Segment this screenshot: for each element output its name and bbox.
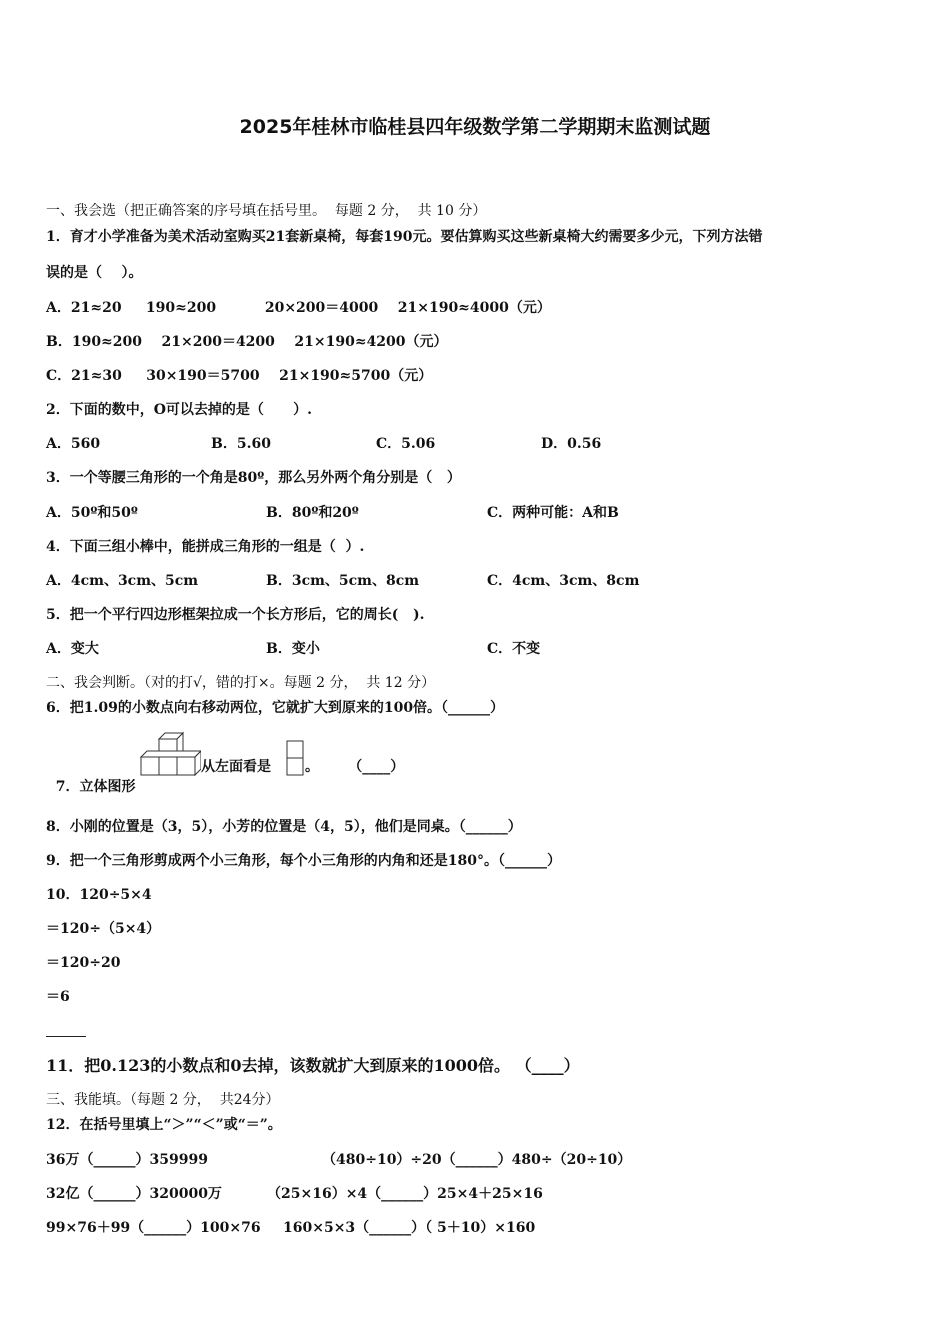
compare-row-3-left: 99×76＋99（______）100×76: [46, 1220, 261, 1236]
question-4-option-a: A．4cm、3cm、5cm: [46, 573, 199, 589]
question-2-option-d: D．0.56: [541, 436, 602, 452]
question-2-option-b: B．5.60: [211, 436, 271, 452]
question-4-option-b: B．3cm、5cm、8cm: [266, 573, 420, 589]
question-1-line-1: 1．育才小学准备为美术活动室购买21套新桌椅，每套190元。要估算购买这些新桌椅大约需要多少元，下列方法错: [46, 229, 763, 245]
question-3-option-c: C．两种可能：A和B: [487, 505, 619, 521]
question-7: [46, 757, 136, 797]
question-12: 12．在括号里填上“＞”“＜”或“＝”。: [46, 1117, 282, 1133]
question-3-option-a: A．50º和50º: [46, 505, 138, 521]
side-view-figure: [286, 740, 304, 776]
question-1-option-a: A．21≈20 190≈200 20×200＝4000 21×190≈4000（元）: [46, 300, 551, 316]
section-2-header: 二、我会判断。（对的打√，错的打×。每题 2 分， 共 12 分）: [46, 675, 436, 691]
question-9: 9．把一个三角形剪成两个小三角形，每个小三角形的内角和还是180°。（______）: [46, 853, 561, 869]
question-2-option-c: C．5.06: [376, 436, 436, 452]
cube-stack-figure: [137, 731, 201, 777]
question-5: 5．把一个平行四边形框架拉成一个长方形后，它的周长( ).: [46, 607, 425, 623]
question-3-option-b: B．80º和20º: [266, 505, 359, 521]
question-11: 11．把0.123的小数点和0去掉，该数就扩大到原来的1000倍。 （____）: [46, 1056, 580, 1075]
question-5-option-a: A．变大: [46, 641, 99, 657]
question-7-middle: 从左面看是: [201, 759, 271, 775]
question-5-option-c: C．不变: [487, 641, 541, 657]
question-8: 8．小刚的位置是（3，5），小芳的位置是（4，5），他们是同桌。（______）: [46, 819, 522, 835]
question-2: 2．下面的数中，O可以去掉的是（ ）.: [46, 402, 313, 418]
page-title: 2025年桂林市临桂县四年级数学第二学期期末监测试题: [239, 116, 711, 138]
compare-row-2-right: （25×16）×4（______）25×4＋25×16: [267, 1186, 543, 1202]
compare-row-1-left: 36万（______）359999: [46, 1152, 208, 1168]
question-10-line-2: ＝120÷（5×4）: [46, 921, 161, 937]
question-7-prefix: 7．立体图形: [55, 779, 136, 795]
question-2-option-a: A．560: [46, 436, 101, 452]
section-1-header: 一、我会选（把正确答案的序号填在括号里。 每题 2 分， 共 10 分）: [46, 203, 487, 219]
question-3: 3．一个等腰三角形的一个角是80º，那么另外两个角分别是（ ）: [46, 470, 461, 486]
question-1-line-2: 误的是（ ）。: [46, 265, 143, 281]
question-5-option-b: B．变小: [266, 641, 320, 657]
compare-row-1-right: （480÷10）÷20（______）480÷（20÷10）: [322, 1152, 632, 1168]
question-4-option-c: C．4cm、3cm、8cm: [487, 573, 640, 589]
question-1-option-c: C．21≈30 30×190＝5700 21×190≈5700（元）: [46, 368, 433, 384]
section-3-header: 三、我能填。（每题 2 分， 共24分）: [46, 1092, 280, 1108]
compare-row-3-right: 160×5×3（______）（ 5＋10）×160: [283, 1220, 536, 1236]
question-1-option-b: B．190≈200 21×200＝4200 21×190≈4200（元）: [46, 334, 448, 350]
question-7-suffix: 。 （____）: [305, 759, 405, 775]
compare-row-2-left: 32亿（______）320000万: [46, 1186, 222, 1202]
question-10-line-3: ＝120÷20: [46, 955, 121, 971]
answer-blank-line: [46, 1036, 86, 1037]
question-6: 6．把1.09的小数点向右移动两位，它就扩大到原来的100倍。（______）: [46, 700, 505, 716]
question-10-line-1: 10．120÷5×4: [46, 887, 152, 903]
question-10-line-4: ＝6: [46, 989, 70, 1005]
question-4: 4．下面三组小棒中，能拼成三角形的一组是（ ）.: [46, 539, 365, 555]
